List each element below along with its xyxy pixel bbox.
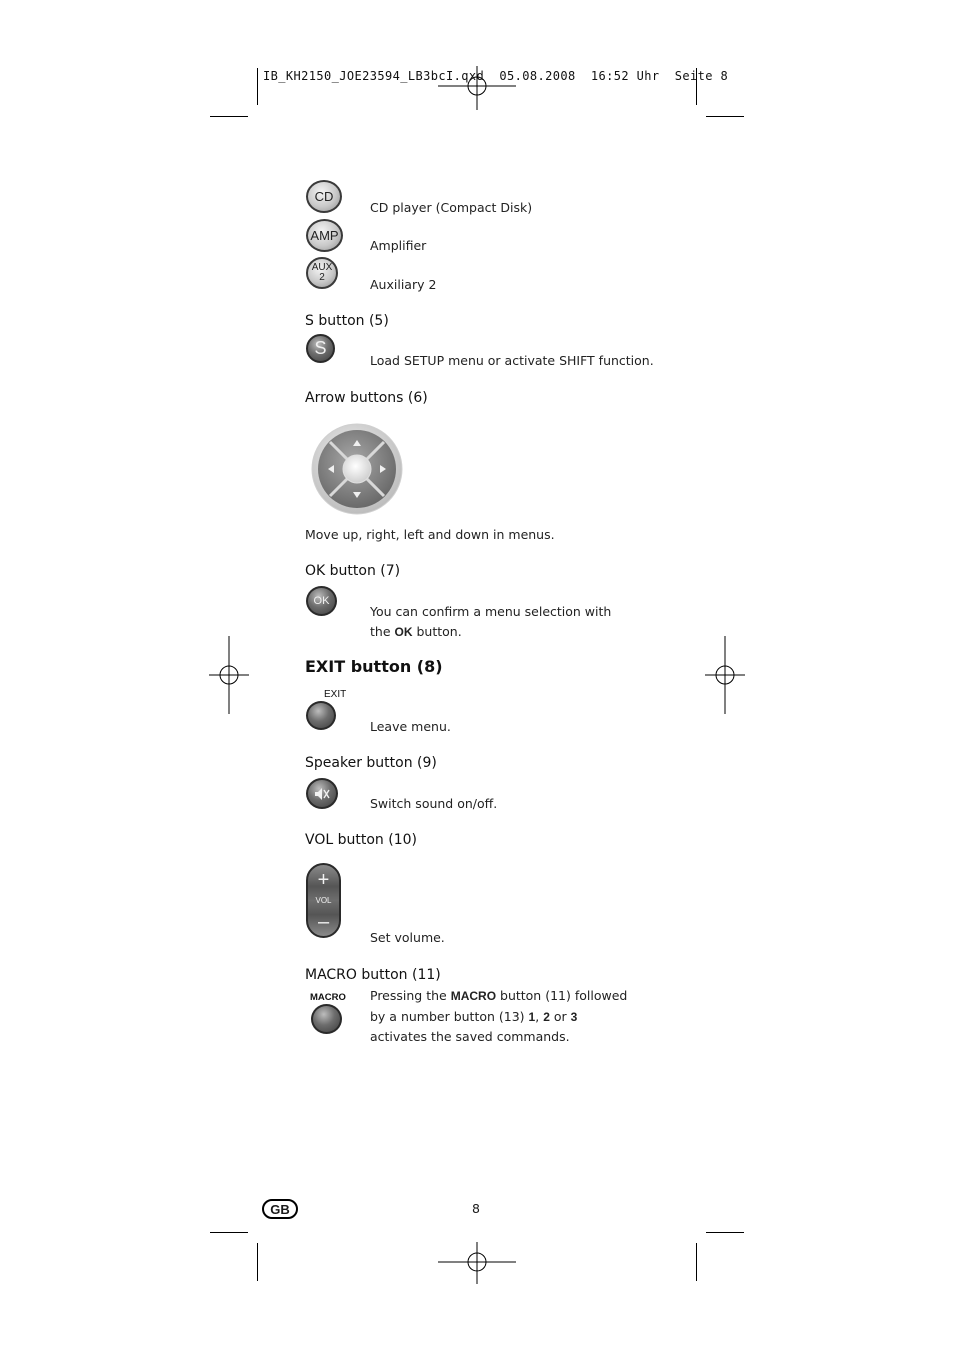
cd-description: CD player (Compact Disk): [370, 200, 533, 215]
vol-rocker-icon: [306, 863, 341, 938]
speaker-button-description: Switch sound on/off.: [370, 796, 498, 811]
crop-mark: [257, 68, 258, 105]
ok-desc-text-end: button.: [412, 623, 462, 639]
amp-icon-label: AMP: [310, 228, 339, 243]
registration-mark-icon: [209, 636, 249, 714]
crop-mark: [706, 116, 744, 117]
macro-desc-key: 1: [528, 1009, 536, 1024]
macro-desc-key: 2: [543, 1009, 550, 1024]
registration-mark-icon: [438, 1242, 516, 1284]
slug-date: 05.08.2008: [499, 69, 576, 83]
crop-mark: [257, 1243, 258, 1281]
crop-mark: [696, 1243, 697, 1281]
ok-icon-label: OK: [313, 595, 330, 607]
aux-icon-number: 2: [319, 272, 325, 283]
amp-description: Amplifier: [370, 238, 427, 253]
macro-button-description: [370, 986, 632, 1047]
country-badge-label: GB: [270, 1201, 290, 1217]
s-button-heading: S button (5): [305, 313, 389, 329]
cd-button-icon: [306, 180, 342, 213]
speaker-button-icon: [306, 778, 338, 809]
exit-button-description: Leave menu.: [370, 719, 451, 734]
ok-button-description: [370, 602, 632, 642]
vol-plus-icon: +: [317, 869, 330, 891]
vol-label: VOL: [315, 896, 332, 905]
exit-button-icon: [306, 701, 336, 730]
vol-button-heading: VOL button (10): [305, 832, 417, 848]
macro-desc-text: activates the saved commands.: [370, 1029, 570, 1044]
s-icon-label: S: [314, 338, 327, 358]
crop-mark: [210, 1232, 248, 1233]
vol-button-description: Set volume.: [370, 930, 445, 945]
exit-button-heading: EXIT button (8): [305, 657, 443, 676]
crop-mark: [706, 1232, 744, 1233]
macro-button-heading: MACRO button (11): [305, 967, 441, 983]
slug-page: Seite 8: [674, 69, 729, 83]
aux2-button-icon: [306, 257, 338, 289]
ok-button-icon: [306, 586, 337, 616]
crop-mark: [210, 116, 248, 117]
slug-time: 16:52 Uhr: [590, 69, 660, 83]
arrow-pad-icon: [308, 422, 406, 516]
s-button-icon: [306, 334, 335, 363]
macro-desc-text: or: [549, 1008, 571, 1024]
s-button-description: Load SETUP menu or activate SHIFT function.: [370, 353, 654, 368]
macro-desc-key: MACRO: [450, 989, 497, 1003]
vol-minus-icon: –: [317, 911, 330, 933]
ok-desc-key: OK: [394, 624, 413, 639]
macro-desc-text: ,: [535, 1008, 544, 1024]
page-number: 8: [472, 1201, 480, 1216]
macro-desc-text: Pressing the: [370, 988, 451, 1003]
speaker-button-heading: Speaker button (9): [305, 755, 437, 771]
aux2-description: Auxiliary 2: [370, 277, 437, 292]
aux-icon-label: AUX: [311, 262, 333, 273]
registration-mark-icon: [705, 636, 745, 714]
macro-icon-label: MACRO: [310, 992, 346, 1003]
country-badge: [262, 1199, 298, 1219]
print-slug: [263, 69, 728, 83]
ok-desc-text: You can confirm a menu selection with the: [370, 604, 612, 639]
macro-button-icon: [311, 1004, 342, 1034]
arrow-buttons-heading: Arrow buttons (6): [305, 390, 428, 406]
slug-file: IB_KH2150_JOE23594_LB3bcI.qxd: [263, 69, 485, 83]
arrow-buttons-description: Move up, right, left and down in menus.: [305, 527, 555, 542]
cd-icon-label: CD: [314, 189, 334, 204]
speaker-mute-icon: [313, 785, 331, 803]
ok-button-heading: OK button (7): [305, 563, 401, 579]
amp-button-icon: [306, 219, 343, 252]
macro-desc-text: button (11) followed by a number button (13): [370, 988, 628, 1024]
exit-icon-label: EXIT: [324, 689, 347, 700]
macro-desc-key: 3: [570, 1009, 578, 1024]
